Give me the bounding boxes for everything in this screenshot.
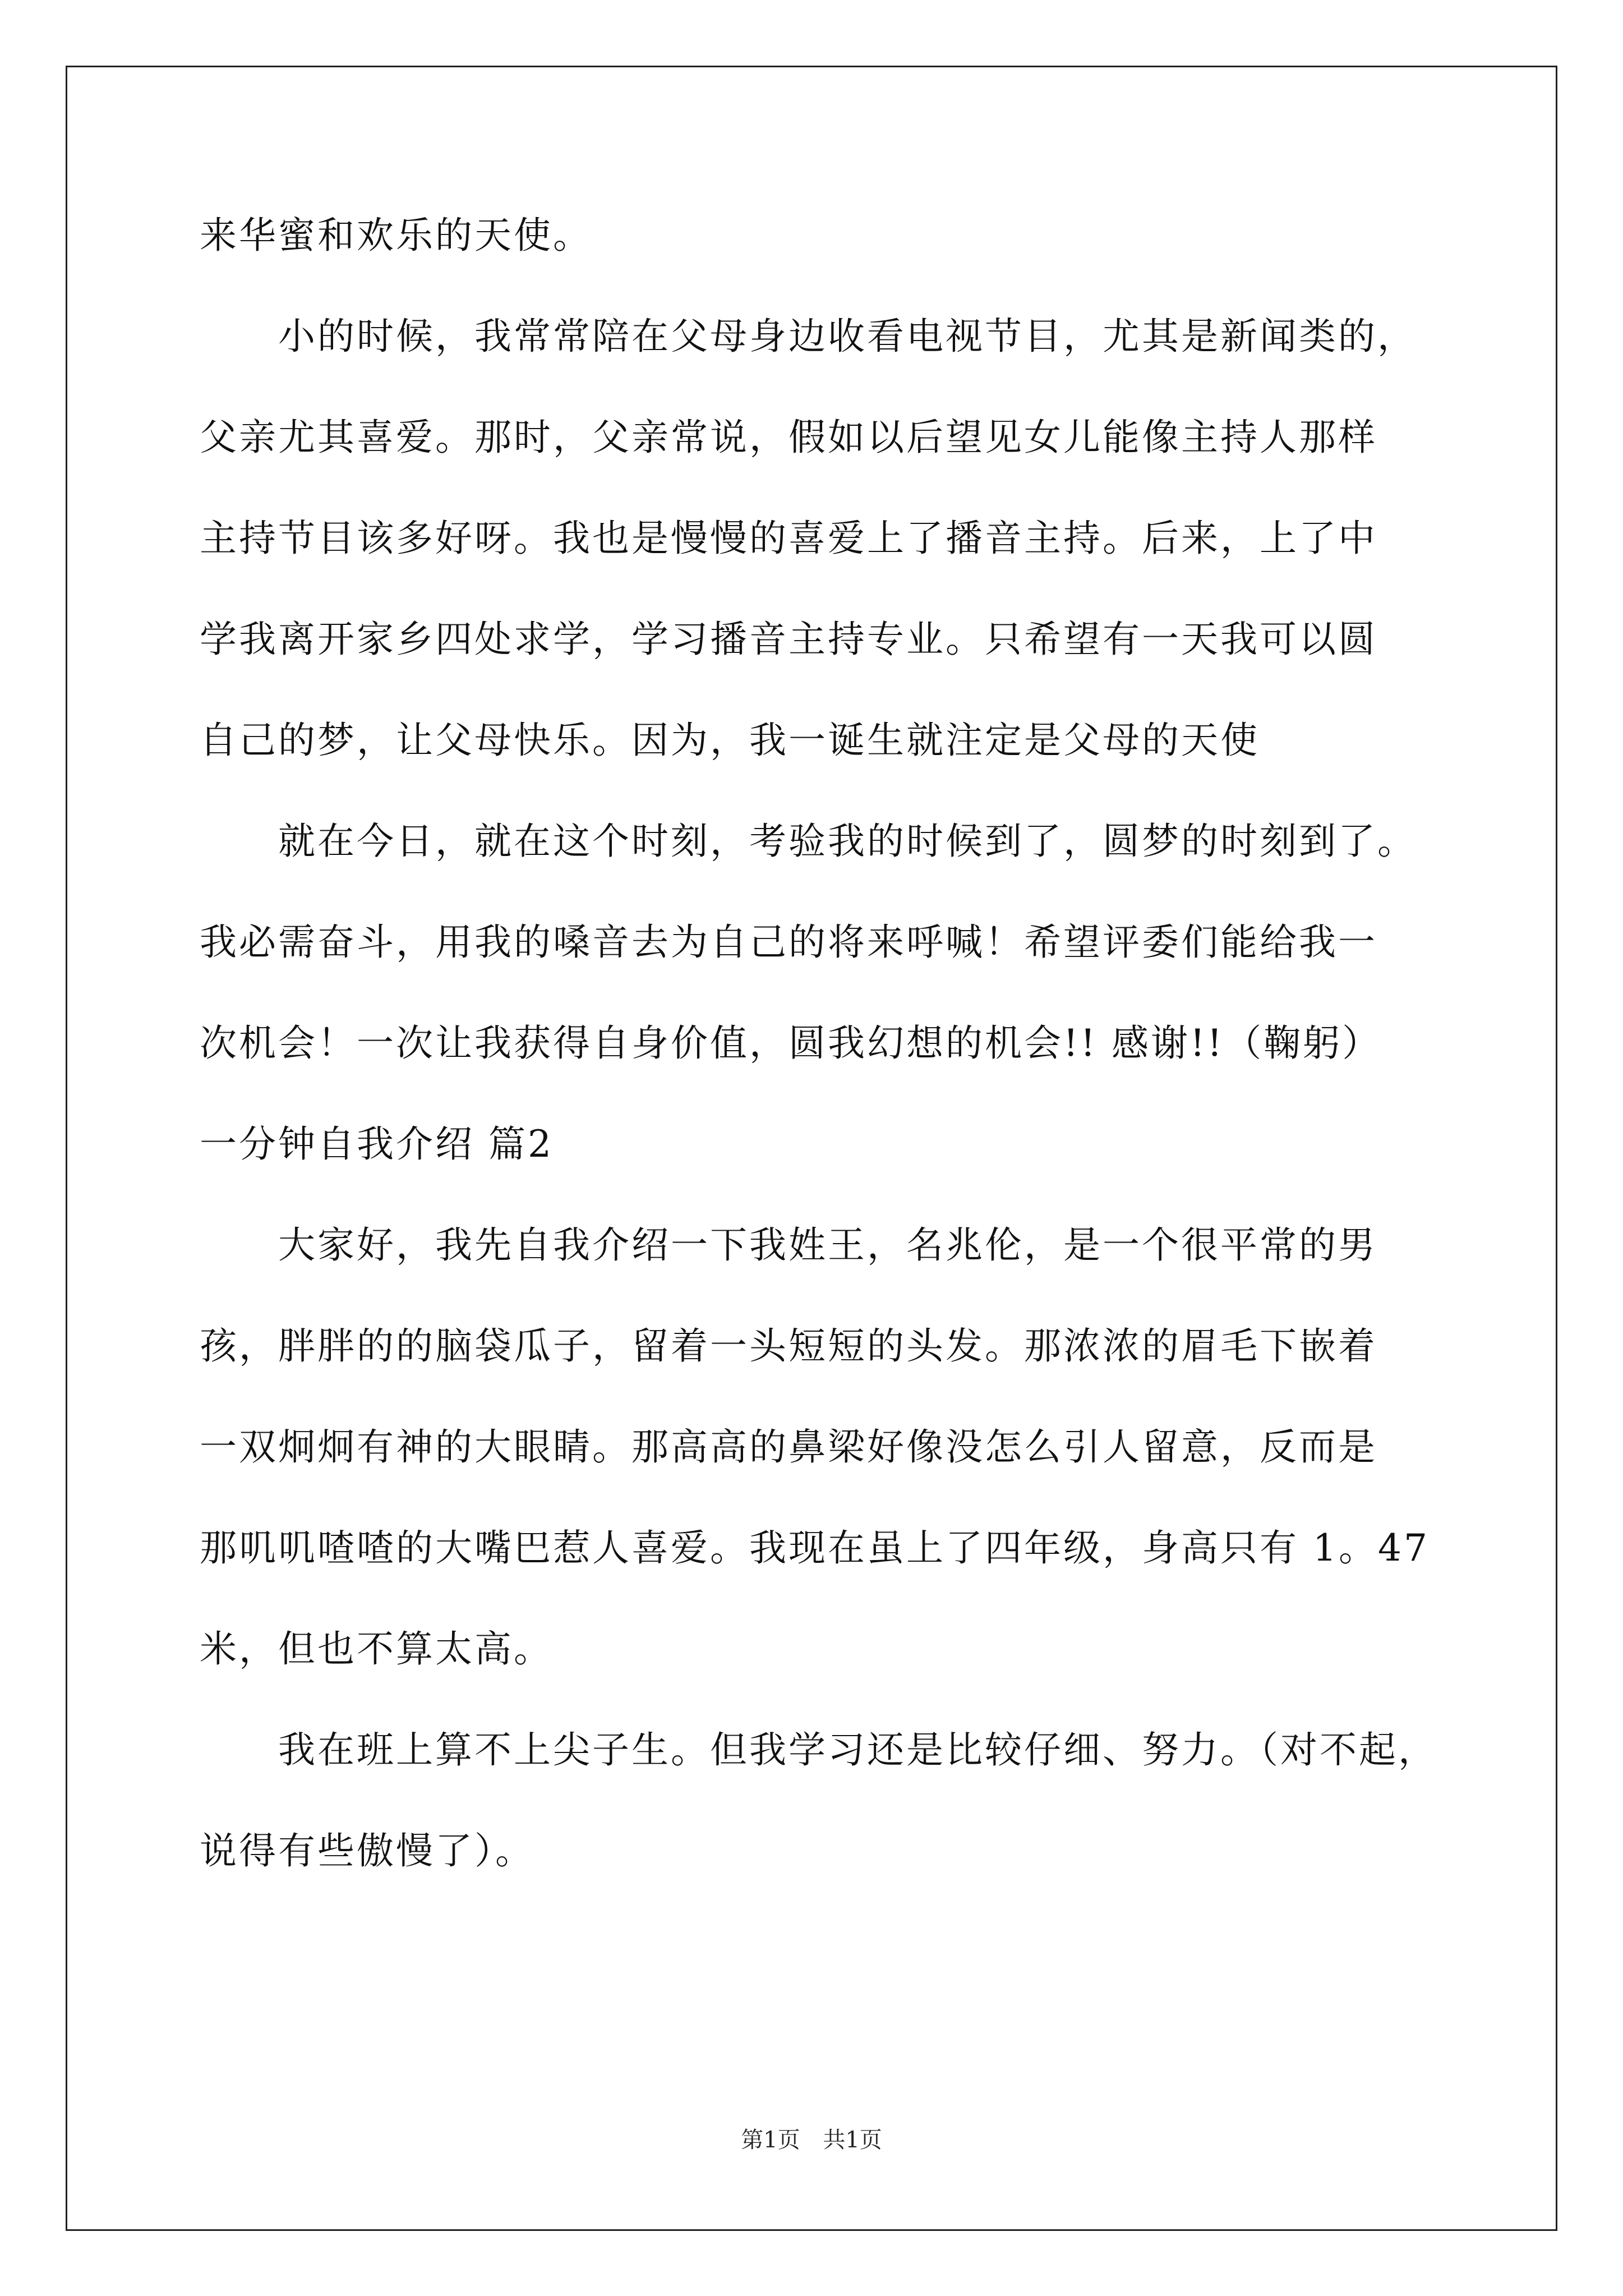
text-line: 小的时候，我常常陪在父母身边收看电视节目，尤其是新闻类的， [200, 315, 1417, 358]
page-total: 共1页 [823, 2127, 882, 2153]
text-line: 主持节目该多好呀。我也是慢慢的喜爱上了播音主持。后来，上了中 [200, 517, 1377, 560]
text-line: 孩，胖胖的的脑袋瓜子，留着一头短短的头发。那浓浓的眉毛下嵌着 [200, 1324, 1377, 1368]
text-line: 自己的梦，让父母快乐。因为，我一诞生就注定是父母的天使 [200, 719, 1260, 762]
text-line: 学我离开家乡四处求学，学习播音主持专业。只希望有一天我可以圆 [200, 618, 1377, 661]
section-heading: 一分钟自我介绍 篇2 [200, 1122, 554, 1166]
text-line: 一双炯炯有神的大眼睛。那高高的鼻梁好像没怎么引人留意，反而是 [200, 1425, 1377, 1469]
text-line: 父亲尤其喜爱。那时，父亲常说，假如以后望见女儿能像主持人那样 [200, 416, 1377, 459]
text-line: 米，但也不算太高。 [200, 1627, 553, 1671]
text-line: 来华蜜和欢乐的天使。 [200, 214, 592, 257]
text-line: 我在班上算不上尖子生。但我学习还是比较仔细、努力。（对不起， [200, 1728, 1437, 1772]
text-line: 大家好，我先自我介绍一下我姓王，名兆伦，是一个很平常的男 [200, 1223, 1377, 1267]
text-line: 那叽叽喳喳的大嘴巴惹人喜爱。我现在虽上了四年级，身高只有 1。47 [200, 1526, 1430, 1570]
text-line: 我必需奋斗，用我的嗓音去为自己的将来呼喊！希望评委们能给我一 [200, 921, 1377, 964]
text-line: 说得有些傲慢了）。 [200, 1829, 534, 1872]
page-number: 第1页 [741, 2127, 800, 2153]
text-line: 就在今日，就在这个时刻，考验我的时候到了，圆梦的时刻到了。 [200, 820, 1417, 863]
text-line: 次机会！一次让我获得自身价值，圆我幻想的机会!! 感谢!!（鞠躬） [200, 1022, 1382, 1065]
page-footer [0, 2126, 1623, 2154]
